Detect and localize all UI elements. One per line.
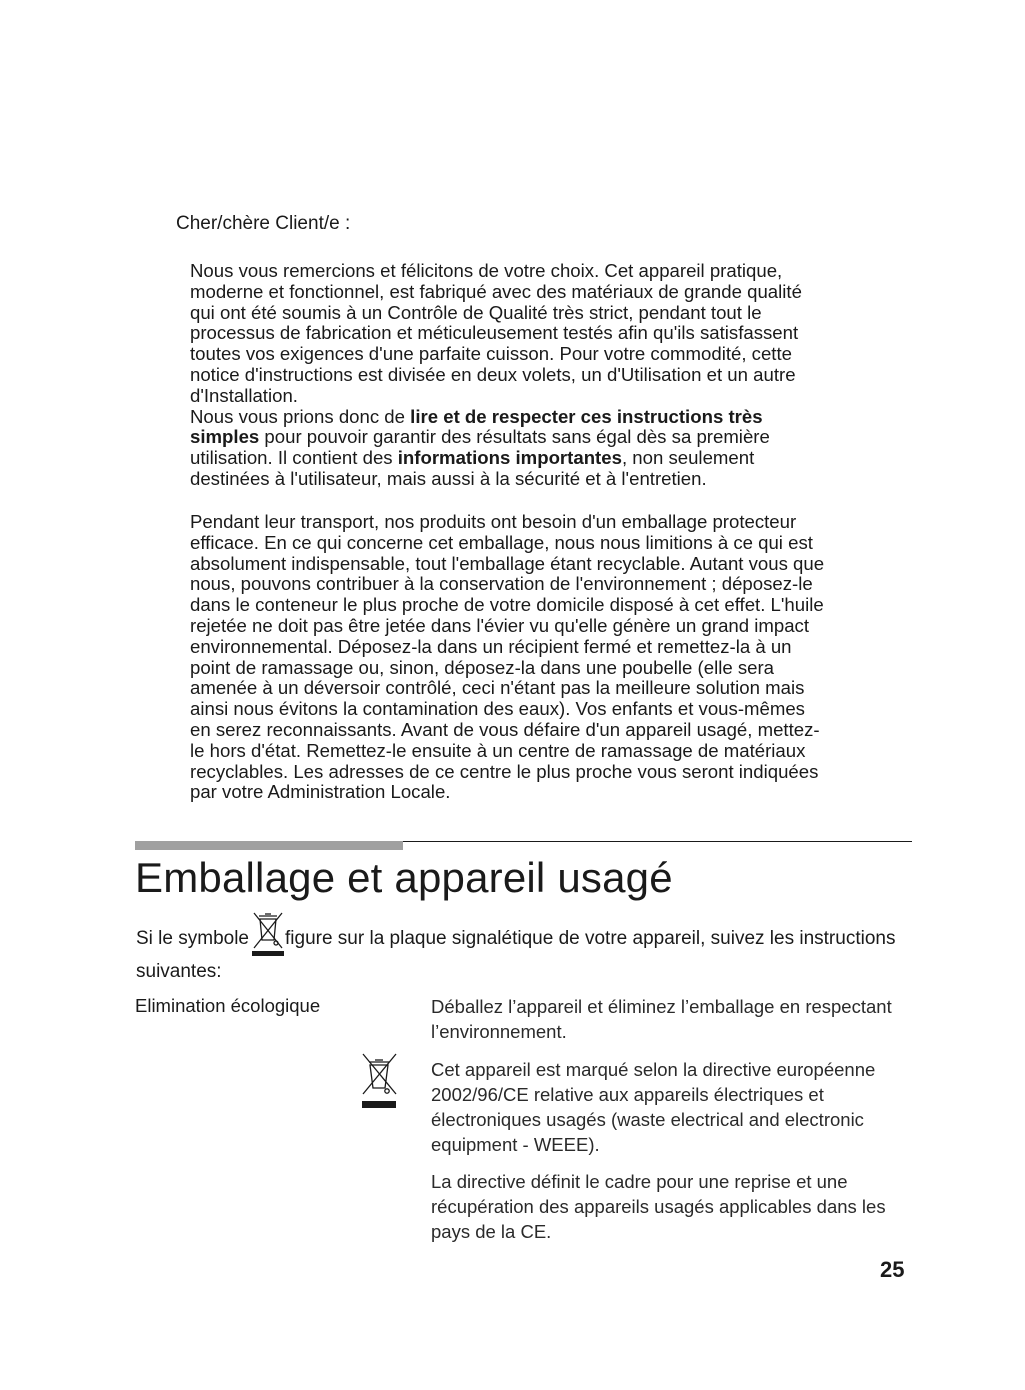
right-paragraph-3 <box>431 1169 916 1244</box>
side-heading: Elimination écologique <box>135 995 321 1016</box>
section-divider-accent <box>135 841 403 850</box>
intro-part2-suffix: , non seulement destinées à l'utilisateur, mais aussi à la sécurité et à l'entretien. <box>190 447 755 489</box>
greeting: Cher/chère Client/e : <box>176 213 351 234</box>
packaging-text: Pendant leur transport, nos produits ont besoin d'un emballage protecteur efficace. En ce qui concerne cet emballage, nous nous limitions à ce qui est absolument indispensable, tout l'emballage étant recyclable. Autant vous que nous, pouvons contribuer à la conservation de l'environnement ; déposez-le dans le conteneur le plus proche de votre domicile disposé à cet effet. L'huile rejetée ne doit pas être jetée dans l'évier vu qu'elle génère un grand impact environnemental. Déposez-la dans un récipient fermé et remettez-la à un point de ramassage ou, sinon, déposez-la dans une poubelle (elle sera amenée à un déversoir contrôlé, ceci n'étant pas la meilleure solution mais ainsi nous évitons la contamination des eaux). Vos enfants et vous-mêmes en serez reconnaissants. Avant de vous défaire d'un appareil usagé, mettez-le hors d'état. Remettez-le ensuite à un centre de ramassage de matériaux recyclables. Les adresses de ce centre le plus proche vous seront indiquées par votre Administration Locale. <box>190 511 825 803</box>
right-paragraph-2-text: Cet appareil est marqué selon la directive européenne 2002/96/CE relative aux appareils électriques et électroniques usagés (waste electrical and electronic equipment - WEEE). <box>431 1059 876 1155</box>
right-paragraph-2 <box>431 1057 916 1157</box>
intro-part1: Nous vous remercions et félicitons de votre choix. Cet appareil pratique, moderne et fonctionnel, est fabriqué avec des matériaux de grande qualité qui ont été soumis à un Contrôle de Qualité très strict, pendant tout le processus de fabrication et méticuleusement testés afin qu'ils satisfassent toutes vos exigences d'une parfaite cuisson. Pour votre commodité, cette notice d'instructions est divisée en deux volets, un d'Utilisation et un autre d'Installation. <box>190 260 802 406</box>
intro-part2-bold2: informations importantes <box>397 447 622 469</box>
intro-part2-prefix: Nous vous prions donc de <box>190 405 411 427</box>
section-intro <box>136 920 916 988</box>
intro-part2-bold: lire et de respecter ces instructions très simples <box>190 405 763 448</box>
right-paragraph-1 <box>431 994 916 1044</box>
section-intro-before: Si le symbole <box>136 928 249 949</box>
crossed-out-wheelie-bin-icon <box>249 920 285 954</box>
section-intro-after: figure sur la plaque signalétique de votre appareil, suivez les instructions suivantes: <box>136 928 896 982</box>
packaging-paragraph <box>190 512 830 803</box>
right-paragraph-1-text: Déballez l’appareil et éliminez l’emballage en respectant l’environnement. <box>431 996 892 1042</box>
section-title: Emballage et appareil usagé <box>135 854 673 901</box>
intro-part2-middle: pour pouvoir garantir des résultats sans égal dès sa première utilisation. Il contient des <box>190 426 770 469</box>
intro-paragraph <box>190 261 830 490</box>
weee-bin-icon <box>360 1052 398 1117</box>
right-paragraph-3-text: La directive définit le cadre pour une reprise et une récupération des appareils usagés applicables dans les pays de la CE. <box>431 1171 886 1242</box>
page-number: 25 <box>880 1257 905 1282</box>
